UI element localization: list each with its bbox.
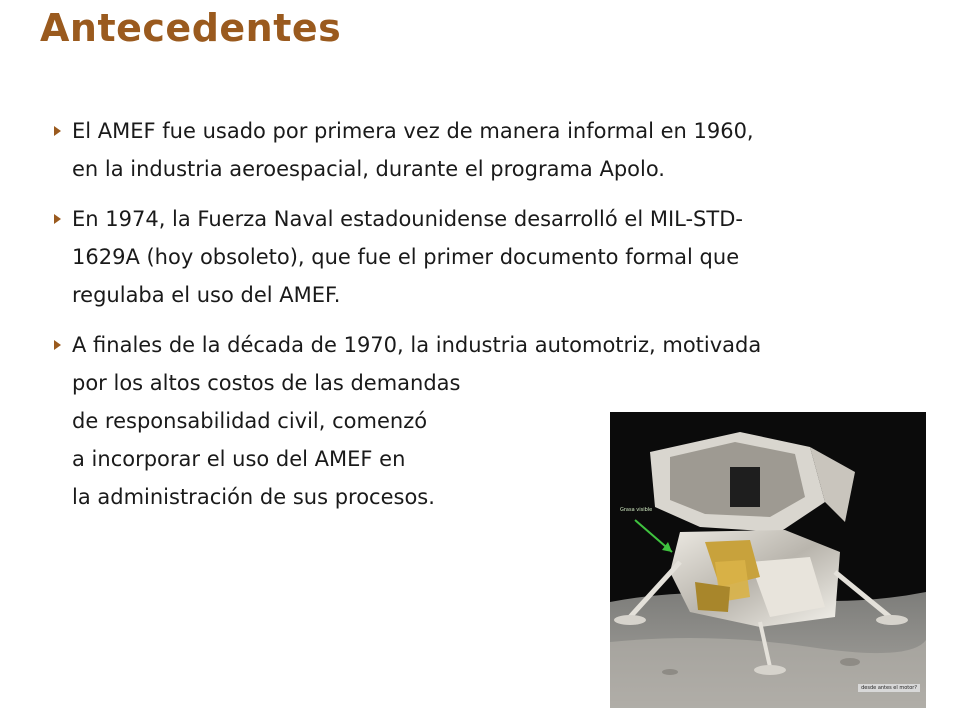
photo-caption-right: desde antes el motor? <box>858 684 920 692</box>
lunar-module-illustration <box>610 412 926 708</box>
bullet-line: por los altos costos de las demandas <box>72 371 461 395</box>
photo-caption-left: Grasa visible <box>620 507 653 513</box>
bullet-line: de responsabilidad civil, comenzó <box>72 409 428 433</box>
bullet-item <box>50 200 930 314</box>
bullet-item <box>50 112 930 188</box>
slide-title: Antecedentes <box>40 6 342 50</box>
bullet-line: El AMEF fue usado por primera vez de manera informal en 1960, <box>72 119 754 143</box>
lunar-module-photo <box>610 412 926 708</box>
triangle-bullet-icon <box>54 340 61 350</box>
bullet-line: la administración de sus procesos. <box>72 485 435 509</box>
bullet-line: A finales de la década de 1970, la industria automotriz, motivada <box>72 333 762 357</box>
bullet-line: regulaba el uso del AMEF. <box>72 283 341 307</box>
triangle-bullet-icon <box>54 126 61 136</box>
bullet-line: 1629A (hoy obsoleto), que fue el primer documento formal que <box>72 245 740 269</box>
triangle-bullet-icon <box>54 214 61 224</box>
bullet-line: En 1974, la Fuerza Naval estadounidense desarrolló el MIL-STD- <box>72 207 743 231</box>
bullet-line: a incorporar el uso del AMEF en <box>72 447 406 471</box>
bullet-line: en la industria aeroespacial, durante el programa Apolo. <box>72 157 665 181</box>
